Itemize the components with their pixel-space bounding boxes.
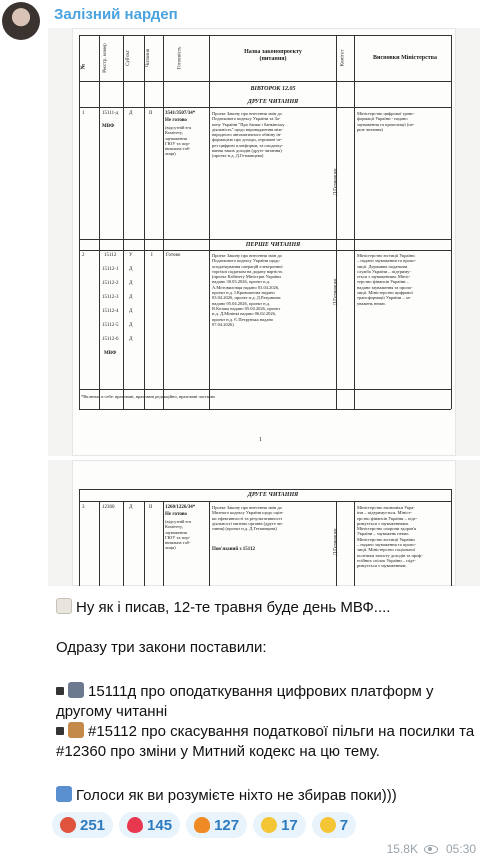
row2-readiness: Готово [166, 253, 181, 258]
heart-icon [127, 817, 143, 833]
row3-num: 3 [82, 505, 85, 510]
row2-subject-7: Д [129, 337, 133, 342]
bullet-icon [56, 687, 64, 695]
header-readiness: Готовність [177, 46, 183, 70]
row2-subject-2: Д [129, 267, 133, 272]
eye-icon [424, 845, 438, 854]
row1-subject: Д [129, 111, 133, 116]
header-num: № [80, 63, 87, 70]
row3-linked: Пов'язаний з 15112 [212, 547, 255, 552]
row3-conclusion: Міністерство економіки Укра- їни – підтримується. Мініст- ерство фінансів України – підт- римується з зауваженнями. Міністерство охорони здоров'я України – зауважень немає. Міністерство юстиції України – надано зауваження та пропо- зиції. Міністерство соціальної політики захисту доходів та проф- есійних спілок України – підт- римується з зауваженням. [357, 505, 423, 569]
row2-reg-1: 15112 [104, 253, 117, 258]
row1-committee: Д.Гетманцев [333, 168, 339, 196]
message-line-1: Ну як і писав, 12-те травня буде день МВФ.... [56, 598, 476, 618]
document-image-2[interactable] [48, 460, 480, 586]
message-line-2: Одразу три закони поставили: [56, 639, 267, 656]
section-heading-second: ДРУГЕ ЧИТАННЯ [247, 492, 299, 498]
reaction-rofl[interactable]: 17 [253, 812, 306, 838]
row3-reading: ІІ [149, 505, 153, 510]
document-image-1[interactable] [48, 28, 480, 456]
document-page [72, 28, 456, 456]
fire-icon [194, 817, 210, 833]
calendar-icon [56, 598, 72, 614]
reaction-crying[interactable]: 7 [312, 812, 356, 838]
voting-icon [56, 786, 72, 802]
message-line-3: Голоси як ви розумієте ніхто не збирав поки))) [56, 786, 476, 806]
reaction-angry[interactable]: 251 [52, 812, 113, 838]
row1-tag: МВФ [102, 124, 115, 129]
section-heading-second: ДРУГЕ ЧИТАННЯ [247, 99, 299, 105]
row3-readiness-code: 1260/1226/34* [165, 505, 196, 510]
row2-subject-4: Д [129, 295, 133, 300]
row3-readiness-status: Не готово [165, 512, 187, 517]
header-title: Назва законопроекту (питання) [244, 49, 302, 63]
document-page [72, 460, 456, 586]
row3-subject: Д [129, 505, 133, 510]
row1-readiness-code: 3541/3507/34* [165, 111, 196, 116]
technologist-icon [68, 682, 84, 698]
row1-readiness-status: Не готово [165, 118, 187, 123]
header-subject: Суб'єкт [125, 50, 131, 66]
reaction-heart[interactable]: 145 [119, 812, 180, 838]
day-heading: ВІВТОРОК 12.05 [250, 86, 296, 92]
row1-title: Проект Закону про внесення змін до Податкового кодексу України та За- кону України "Про банки і банківську діяльність" щодо впровадження між- народного автоматичного обміну ін- формацією про доходи, отримані че- рез цифрові платформи, та оподатку- вання таких доходів (друге читання) (проект н.д. Д.Гетманцева) [212, 111, 285, 159]
bullet-icon [56, 727, 64, 735]
header-committee: Комітет [340, 49, 346, 67]
row2-num: 2 [82, 253, 85, 258]
footnote: *Включає в себе: враховані, враховані редакційно, враховані частково [81, 394, 216, 399]
row2-reg-5: 15112-4 [102, 309, 119, 314]
row3-readiness-note: (відсутній в-к Комітету, зауваження ГЮУ та пор- івняльна таб- лиця) [165, 519, 192, 551]
message-bubble [44, 0, 484, 862]
row1-reading: ІІ [149, 111, 153, 116]
row3-reg: 12360 [102, 505, 115, 510]
message-item-1: 15111д про оподаткування цифрових платформ у другому читанні [56, 683, 434, 720]
row1-num: 1 [82, 111, 85, 116]
row2-reg-3: 15112-2 [102, 281, 119, 286]
message-item-2: #15112 про скасування податкової пільги на посилки та #12360 про зміни у Митний кодекс на цю тему. [56, 723, 475, 760]
row1-conclusion: Міністерство цифрової транс- формації України - надано зауваження та пропозиції (пе- рше читання) [357, 111, 415, 132]
channel-name[interactable]: Залізний нардеп [54, 6, 178, 23]
row2-conclusion: Міністерство юстиції України – надано зауваження та пропо- зиції. Державна податкова служба України – підтриму- ється з зауваженням. Мініс- терство фінансів України – надано зауваження та пропо- зиції. Міністерство цифрової трансформації України – за- уважень немає. [357, 253, 416, 306]
row2-title: Проект Закону про внесення змін до Податкового кодексу України щодо оподаткування операцій електронної торгівлі податком на додану вартість (проект Кабінету Міністрів України надано 30.03.2026, проект н.д. А.Мотовиловця надано 03.04.2026, проект н.д. І.Кривошеєва надано 03.04.2026, проект н.д. Д.Разумкова надано 05.04.2026, проект н.д. В.Козака надано 05.04.2026, проект н.д. Д.Мінінкі надано 06.02.2026, проект н.д. Є.Петрунька надано 07.04.2026) [212, 253, 283, 327]
row1-readiness-note: (відсутній в-к Комітету, зауваження ГЮУ та пор- івняльна таб- лиця) [165, 125, 192, 157]
row2-committee: Д.Гетманцев [333, 278, 339, 306]
channel-avatar[interactable] [2, 2, 40, 40]
row2-tag: МВФ [104, 351, 117, 356]
message-meta [387, 842, 476, 856]
header-reg: Реєстр. номер [102, 43, 108, 73]
rofl-face-icon [261, 817, 277, 833]
crying-face-icon [320, 817, 336, 833]
reactions-bar [52, 812, 356, 840]
view-count: 15.8K [386, 842, 418, 856]
row2-reg-4: 15112-3 [102, 295, 119, 300]
angry-face-icon [60, 817, 76, 833]
section-heading-first: ПЕРШЕ ЧИТАННЯ [245, 242, 301, 248]
row2-reg-6: 15112-5 [102, 323, 119, 328]
row2-reg-7: 15112-6 [102, 337, 119, 342]
package-icon [68, 722, 84, 738]
row3-title: Проект Закону про внесення змін до Митного кодексу України щодо оцін- ки ефективності та результативності діяльності митних органів (друге чи- тання) (проект н.д. Д.Гетманцева) [212, 505, 284, 532]
reaction-fire[interactable]: 127 [186, 812, 247, 838]
row2-subject-5: Д [129, 309, 133, 314]
row1-reg: 15111-д [102, 111, 119, 116]
page-number: 1 [259, 437, 262, 443]
row2-subject-3: Д [129, 281, 133, 286]
row2-subject-1: У [129, 253, 133, 258]
message-time: 05:30 [445, 842, 476, 856]
header-reading: Читання [146, 48, 152, 67]
row3-committee: Д.Гетманцев [333, 528, 339, 556]
row2-reg-2: 15112-1 [102, 267, 119, 272]
row2-subject-6: Д [129, 323, 133, 328]
header-conclusion: Висновки Міністерства [373, 55, 437, 61]
row2-reading: І [151, 253, 153, 258]
